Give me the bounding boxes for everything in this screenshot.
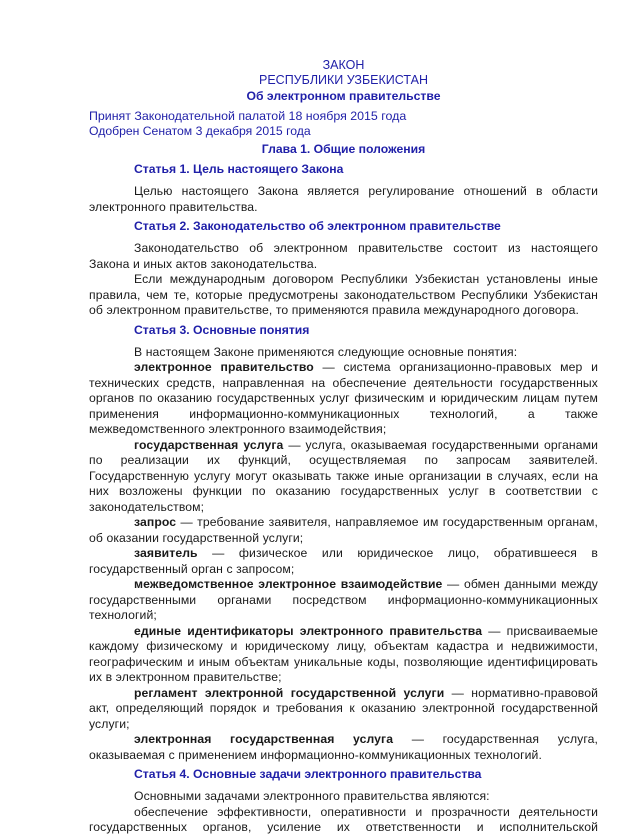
article-3-intro: В настоящем Законе применяются следующие основные понятия: [134, 344, 518, 359]
article-1-title: Статья 1. Цель настоящего Закона [134, 162, 344, 176]
article-4-paragraph-1: Основными задачами электронного правительства являются: [134, 789, 490, 803]
doc-title: Об электронном правительстве [246, 89, 441, 103]
definition-item [89, 360, 598, 438]
doc-type: ЗАКОН [322, 58, 365, 72]
definition: — физическое или юридическое лицо, обратившееся в государственный орган с запросом; [89, 546, 598, 576]
term: заявитель [134, 546, 198, 560]
term: электронная государственная услуга [134, 732, 394, 746]
definition: — присваиваемые каждому физическому и юридическому лицу, объектам кадастра и недвижимости, географическим и иным объектам уникальные коды, позволяющие идентифицировать их в электронном правительстве; [89, 623, 598, 684]
definition-item [89, 546, 598, 577]
article-2-paragraph-1: Законодательство об электронном правительстве состоит из настоящего Закона и иных актов законодательства. [89, 241, 598, 271]
article-3-title: Статья 3. Основные понятия [134, 322, 310, 337]
term: регламент электронной государственной услуги [134, 685, 445, 700]
definition: — система организационно-правовых мер и технических средств, направленная на обеспечение деятельности государственных органов по оказанию государственных услуг физическим и юридическим лицам путем применения информационно-коммуникационных технологий, а также межведомственного электронного взаимодействия; [89, 360, 598, 436]
definition: — государственная услуга, оказываемая с применением информационно-коммуникационных технологий. [89, 732, 598, 762]
chapter-heading: Глава 1. Общие положения [261, 142, 426, 156]
article-2-paragraph-2: Если международным договором Республики Узбекистан установлены иные правила, чем те, которые предусмотрены законодательством Республики Узбекистан об электронном правительстве, то применяются правила международного договора. [89, 272, 598, 317]
definition-item [89, 624, 598, 686]
article-2-title: Статья 2. Законодательство об электронном правительстве [134, 219, 501, 233]
definition-item [89, 686, 598, 733]
definition-item [89, 438, 598, 516]
article-1-paragraph: Целью настоящего Закона является регулирование отношений в области электронного правительства. [89, 184, 598, 214]
doc-issuer: РЕСПУБЛИКИ УЗБЕКИСТАН [259, 73, 428, 87]
term: единые идентификаторы электронного правительства [134, 623, 483, 638]
approved-line: Одобрен Сенатом 3 декабря 2015 года [89, 124, 311, 138]
term: электронное правительство [134, 360, 314, 374]
definition: — нормативно-правовой акт, определяющий порядок и требования к оказанию электронной государственной услуги; [89, 685, 598, 731]
article-4-paragraph-2: обеспечение эффективности, оперативности и прозрачности деятельности государственных органов, усиление их ответственности и исполнительской [89, 804, 598, 834]
definition: — услуга, оказываемая государственными органами по реализации их функций, осуществляемая по запросам заявителей. Государственную услугу могут оказывать также иные организации в случаях, если на них возложены функции по оказанию государственных услуг в соответствии с законодательством; [89, 437, 598, 514]
document-page [89, 58, 598, 836]
term: запрос [134, 515, 177, 529]
article-4-title: Статья 4. Основные задачи электронного правительства [134, 767, 482, 781]
definition-item [89, 577, 598, 624]
definition-item [89, 515, 598, 546]
term: государственная услуга [134, 437, 284, 452]
definition-item [89, 732, 598, 763]
adopted-line: Принят Законодательной палатой 18 ноября 2015 года [89, 109, 407, 123]
definition: — требование заявителя, направляемое им государственным органам, об оказании государственной услуги; [89, 515, 598, 545]
definition: — обмен данными между государственными органами посредством информационно-коммуникационных технологий; [89, 577, 598, 622]
term: межведомственное электронное взаимодействие [134, 577, 443, 591]
